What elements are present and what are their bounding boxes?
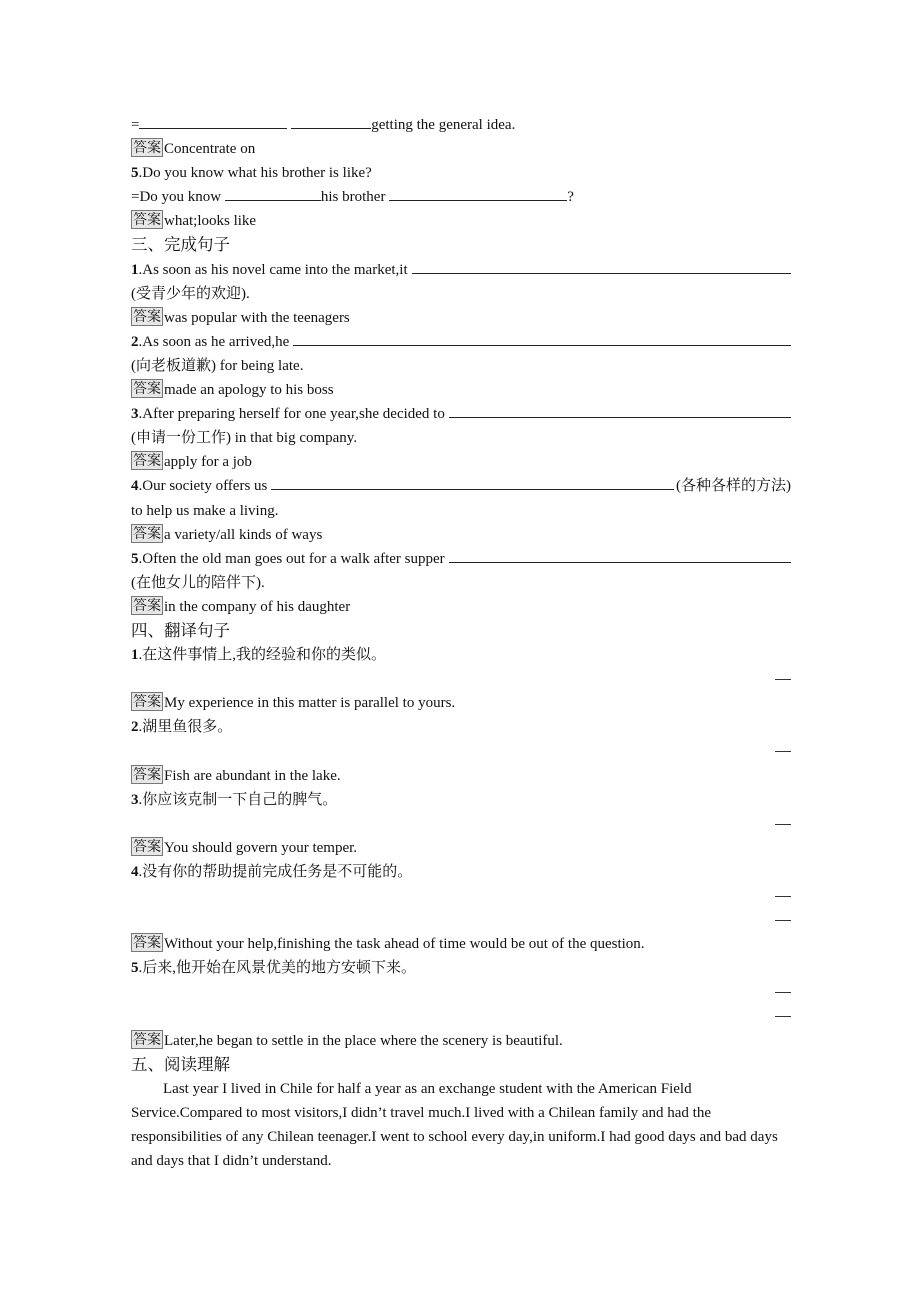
answer-badge: 答案: [133, 525, 161, 542]
answer-badge: 答案: [133, 935, 161, 952]
question-text: .As soon as he arrived,he: [138, 333, 290, 350]
question-number: 5: [131, 550, 139, 567]
answer-row: [131, 764, 791, 788]
question-text: .湖里鱼很多。: [138, 719, 233, 736]
q4-rewrite-line: [131, 113, 791, 137]
answer-blank[interactable]: [389, 185, 567, 201]
blank-line-mark: [775, 824, 791, 825]
answer-text: in the company of his daughter: [164, 598, 351, 615]
question-number: 5: [131, 960, 139, 977]
answer-line[interactable]: [131, 812, 791, 836]
answer-line[interactable]: [131, 739, 791, 763]
question-row: [131, 258, 791, 282]
blank-line-mark: [775, 751, 791, 752]
answer-text: what;looks like: [164, 213, 257, 230]
answer-badge: 答案: [133, 308, 161, 325]
answer-text: made an apology to his boss: [164, 382, 334, 399]
answer-text: My experience in this matter is parallel to yours.: [164, 695, 456, 712]
question-row: [131, 715, 791, 739]
blank-line-mark: [775, 1016, 791, 1017]
answer-badge: 答案: [133, 381, 161, 398]
answer-text: a variety/all kinds of ways: [164, 526, 323, 543]
question-row: [131, 402, 791, 426]
question-text: .在这件事情上,我的经验和你的类似。: [138, 647, 387, 664]
question-text: .Our society offers us: [138, 478, 268, 495]
sentence-text: his brother: [320, 189, 390, 206]
section-title: 五、阅读理解: [131, 1054, 230, 1074]
answer-row: [131, 306, 791, 330]
sentence-text: =Do you know: [131, 189, 225, 206]
question-text: .Do you know what his brother is like?: [138, 165, 372, 182]
question-number: 3: [131, 406, 139, 423]
answer-row: [131, 209, 791, 233]
question-hint: (申请一份工作) in that big company.: [131, 430, 358, 447]
question-hint: to help us make a living.: [131, 502, 279, 519]
question-number: 2: [131, 333, 139, 350]
answer-blank[interactable]: [449, 402, 791, 418]
answer-line[interactable]: [131, 667, 791, 691]
answer-row: [131, 523, 791, 547]
question-hint-inline: (各种各样的方法): [676, 478, 791, 495]
section-title: 四、翻译句子: [131, 620, 230, 640]
answer-row: [131, 595, 791, 619]
question-number: 1: [131, 647, 139, 664]
question-text: .后来,他开始在风景优美的地方安顿下来。: [138, 960, 417, 977]
question-text: .没有你的帮助提前完成任务是不可能的。: [138, 863, 413, 880]
question-row: [131, 547, 791, 571]
question-row: [131, 330, 791, 354]
sentence-text: ?: [567, 189, 574, 206]
question-row: [131, 788, 791, 812]
question-number: 4: [131, 478, 139, 495]
answer-badge: 答案: [133, 212, 161, 229]
q5-rewrite-line: [131, 185, 791, 209]
question-row: [131, 956, 791, 980]
answer-text: Concentrate on: [164, 141, 256, 158]
blank-line-mark: [775, 992, 791, 993]
answer-badge: 答案: [133, 453, 161, 470]
section-title: 三、完成句子: [131, 235, 230, 255]
answer-line[interactable]: [131, 980, 791, 1004]
answer-row: [131, 836, 791, 860]
question-number: 2: [131, 719, 139, 736]
answer-blank[interactable]: [449, 547, 791, 563]
answer-text: Without your help,finishing the task ahead of time would be out of the question.: [164, 936, 645, 953]
question-text: .As soon as his novel came into the market,it: [138, 261, 408, 278]
question-row: [131, 643, 791, 667]
answer-badge: 答案: [133, 1031, 161, 1048]
question-row: [131, 860, 791, 884]
answer-blank[interactable]: [293, 330, 791, 346]
answer-text: You should govern your temper.: [164, 839, 358, 856]
answer-badge: 答案: [133, 766, 161, 783]
answer-text: apply for a job: [164, 454, 252, 471]
answer-row: [131, 691, 791, 715]
question-hint: (向老板道歉) for being late.: [131, 357, 304, 374]
answer-text: Fish are abundant in the lake.: [164, 767, 341, 784]
answer-badge: 答案: [133, 838, 161, 855]
blank-line-mark: [775, 679, 791, 680]
answer-blank[interactable]: [139, 113, 287, 129]
question-row: [131, 161, 791, 185]
worksheet-page: [131, 113, 791, 1174]
answer-badge: 答案: [133, 694, 161, 711]
answer-blank[interactable]: [271, 474, 674, 490]
question-row: [131, 474, 791, 498]
answer-blank[interactable]: [291, 113, 371, 129]
answer-line[interactable]: [131, 1004, 791, 1028]
answer-row: [131, 450, 791, 474]
question-number: 4: [131, 863, 139, 880]
question-text: .你应该克制一下自己的脾气。: [138, 791, 338, 808]
answer-row: [131, 378, 791, 402]
question-hint: (受青少年的欢迎).: [131, 285, 250, 302]
sentence-text: getting the general idea.: [371, 117, 516, 133]
answer-row: [131, 1029, 791, 1053]
blank-line-mark: [775, 896, 791, 897]
question-number: 3: [131, 791, 139, 808]
answer-row: [131, 137, 791, 161]
equals-sign: =: [131, 117, 140, 133]
answer-blank[interactable]: [412, 258, 791, 274]
question-number: 1: [131, 261, 139, 278]
question-text: .Often the old man goes out for a walk after supper: [138, 550, 445, 567]
answer-line[interactable]: [131, 908, 791, 932]
answer-row: [131, 932, 791, 956]
question-text: .After preparing herself for one year,she decided to: [138, 406, 445, 423]
question-number: 5: [131, 165, 139, 182]
blank-line-mark: [775, 920, 791, 921]
answer-badge: 答案: [133, 597, 161, 614]
answer-blank[interactable]: [225, 185, 321, 201]
answer-text: Later,he began to settle in the place where the scenery is beautiful.: [164, 1032, 563, 1049]
answer-line[interactable]: [131, 884, 791, 908]
reading-passage: Last year I lived in Chile for half a year as an exchange student with the American Field Service.Compared to most visitors,I didn’t travel much.I lived with a Chilean family and had the responsibilities of any Chilean teenager.I went to school every day,in uniform.I had good days and bad days and days that I didn’t understand.: [131, 1080, 778, 1170]
question-hint: (在他女儿的陪伴下).: [131, 574, 265, 591]
answer-text: was popular with the teenagers: [164, 309, 350, 326]
answer-badge: 答案: [133, 140, 161, 157]
